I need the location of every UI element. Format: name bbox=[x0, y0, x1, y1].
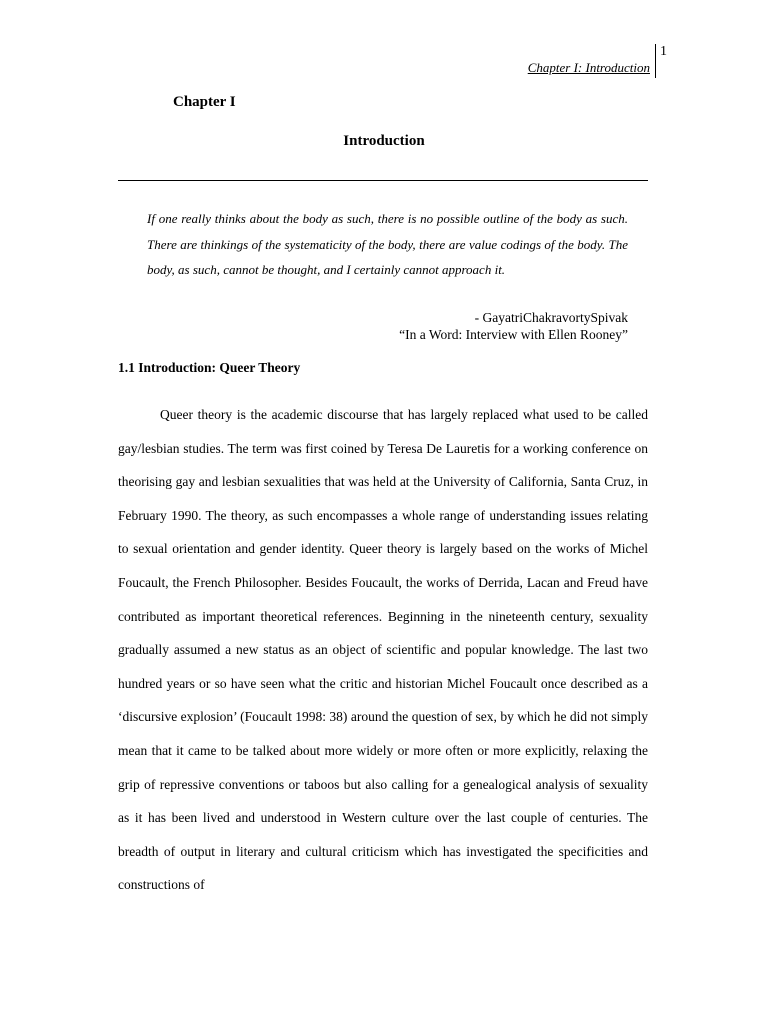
epigraph-source: “In a Word: Interview with Ellen Rooney” bbox=[399, 327, 628, 342]
header-vertical-rule bbox=[655, 44, 656, 78]
running-head: Chapter I: Introduction bbox=[527, 60, 650, 75]
epigraph-quote: If one really thinks about the body as such, there is no possible outline of the body as such. There are thinkings of the systematicity of the body, there are value codings of the body. The body, as such, cannot be thought, and I certainly cannot approach it. bbox=[147, 211, 628, 278]
page-number: 1 bbox=[660, 44, 667, 59]
body-paragraph: Queer theory is the academic discourse that has largely replaced what used to be called gay/lesbian studies. The term was first coined by Teresa De Lauretis for a working conference on theorising gay and lesbian sexualities that was held at the University of California, Santa Cruz, in February 1990. The theory, as such encompasses a whole range of understanding issues relating to sexual orientation and gender identity. Queer theory is largely based on the works of Michel Foucault, the French Philosopher. Besides Foucault, the works of Derrida, Lacan and Freud have contributed as important theoretical references. Beginning in the nineteenth century, sexuality gradually assumed a new status as an object of scientific and popular knowledge. The last two hundred years or so have seen what the critic and historian Michel Foucault once described as a ‘discursive explosion’ (Foucault 1998: 38) around the question of sex, by which he did not simply mean that it came to be talked about more widely or more often or more explicitly, relaxing the grip of repressive conventions or taboos but also calling for a genealogical analysis of sexuality as it has been lived and understood in Western culture over the last couple of centuries. The breadth of output in literary and cultural criticism which has investigated the specificities and constructions of bbox=[118, 407, 648, 893]
section-heading: 1.1 Introduction: Queer Theory bbox=[118, 360, 301, 375]
chapter-title: Introduction bbox=[343, 133, 425, 149]
chapter-label: Chapter I bbox=[173, 94, 236, 110]
horizontal-rule bbox=[118, 180, 648, 181]
epigraph-author: - GayatriChakravortySpivak bbox=[474, 310, 628, 325]
